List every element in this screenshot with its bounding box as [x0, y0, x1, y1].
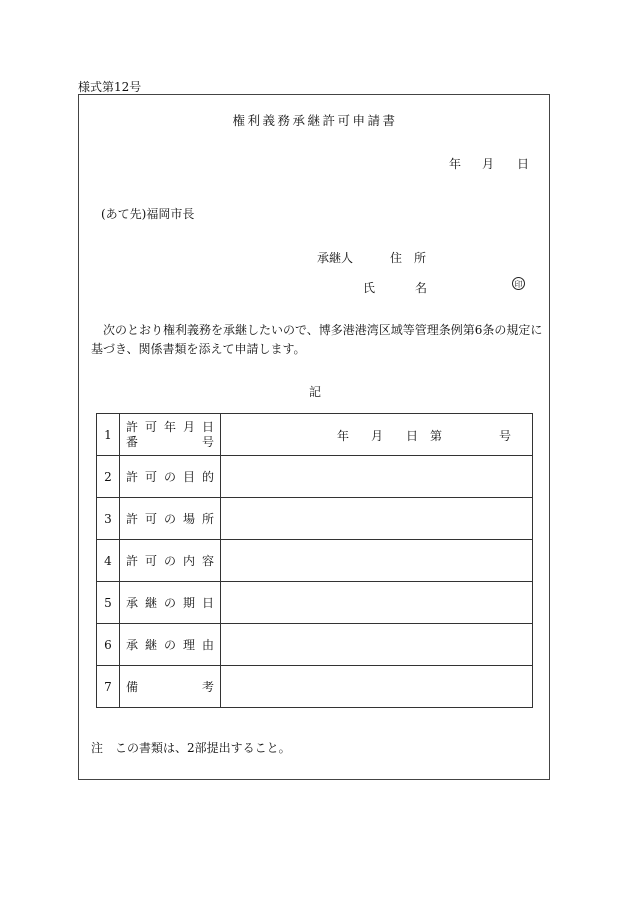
permit-month-label: 月 — [371, 429, 384, 443]
section-heading: 記 — [308, 385, 321, 399]
address-label: 住 所 — [390, 251, 427, 265]
permit-year-label: 年 — [337, 429, 350, 443]
permit-day-label: 日 — [406, 429, 419, 443]
table-row — [97, 666, 533, 708]
table-row — [97, 624, 533, 666]
application-statement: 次のとおり権利義務を承継したいので、博多港港湾区域等管理条例第6条の規定に基づき、関係書類を添えて申請します。 — [91, 323, 543, 356]
date-day-label: 日 — [517, 157, 530, 171]
remarks-field[interactable] — [221, 666, 533, 708]
row-label: 備 考 — [120, 666, 221, 708]
addressee: (あて先)福岡市長 — [101, 207, 195, 221]
permit-date-number-field[interactable] — [221, 414, 533, 456]
table-row — [97, 456, 533, 498]
applicant-label: 承継人 — [317, 251, 354, 265]
form-number: 様式第12号 — [78, 80, 142, 94]
row-number: 3 — [97, 498, 120, 540]
footnote: 注 この書類は、2部提出すること。 — [91, 741, 291, 755]
row-label: 承 継 の 期 日 — [120, 582, 221, 624]
table-row — [97, 498, 533, 540]
row-number: 6 — [97, 624, 120, 666]
row-number: 2 — [97, 456, 120, 498]
application-form-frame — [78, 94, 550, 780]
permit-dai-label: 第 — [430, 429, 443, 443]
table-row — [97, 582, 533, 624]
row-label: 許 可 年 月 日 番 号 — [120, 414, 221, 456]
row-number: 7 — [97, 666, 120, 708]
table-row — [97, 414, 533, 456]
permit-content-field[interactable] — [221, 540, 533, 582]
permit-go-label: 号 — [499, 429, 512, 443]
seal-mark: 印 — [512, 277, 525, 290]
succession-reason-field[interactable] — [221, 624, 533, 666]
name-label: 氏 名 — [363, 281, 442, 295]
row-label: 承 継 の 理 由 — [120, 624, 221, 666]
permit-location-field[interactable] — [221, 498, 533, 540]
document-title: 権利義務承継許可申請書 — [232, 113, 398, 128]
table-row — [97, 540, 533, 582]
row-label: 許 可 の 内 容 — [120, 540, 221, 582]
permit-purpose-field[interactable] — [221, 456, 533, 498]
row-label: 許 可 の 目 的 — [120, 456, 221, 498]
date-month-label: 月 — [482, 157, 495, 171]
succession-date-field[interactable] — [221, 582, 533, 624]
application-items-table — [96, 413, 533, 708]
row-number: 4 — [97, 540, 120, 582]
date-year-label: 年 — [449, 157, 462, 171]
row-label: 許 可 の 場 所 — [120, 498, 221, 540]
row-number: 5 — [97, 582, 120, 624]
row-number: 1 — [97, 414, 120, 456]
